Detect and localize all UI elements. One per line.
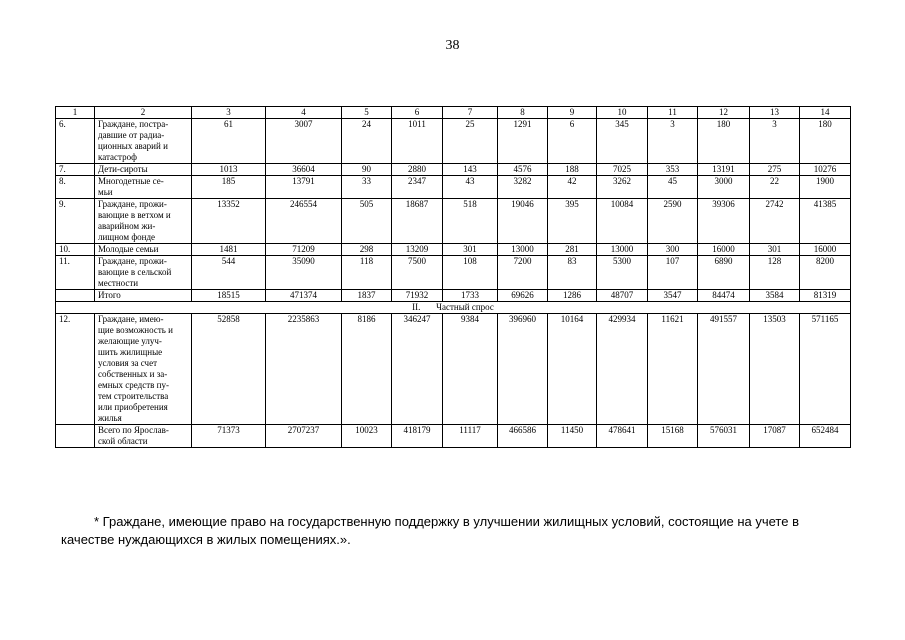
- value-cell: 1013: [192, 164, 266, 176]
- row-number: 12.: [56, 314, 95, 425]
- value-cell: 6890: [698, 256, 750, 290]
- value-cell: 2590: [648, 199, 698, 244]
- value-cell: 275: [750, 164, 800, 176]
- value-cell: 16000: [800, 244, 851, 256]
- header-cell: 11: [648, 107, 698, 119]
- value-cell: 491557: [698, 314, 750, 425]
- header-cell: 10: [597, 107, 648, 119]
- value-cell: 3282: [498, 176, 548, 199]
- value-cell: 19046: [498, 199, 548, 244]
- table-row: [56, 314, 851, 425]
- value-cell: 71932: [392, 290, 443, 302]
- value-cell: 11117: [443, 425, 498, 448]
- row-number: [56, 290, 95, 302]
- value-cell: 396960: [498, 314, 548, 425]
- value-cell: 7025: [597, 164, 648, 176]
- value-cell: 505: [342, 199, 392, 244]
- value-cell: 107: [648, 256, 698, 290]
- value-cell: 1291: [498, 119, 548, 164]
- table-row: [56, 176, 851, 199]
- value-cell: 22: [750, 176, 800, 199]
- table-row: [56, 119, 851, 164]
- value-cell: 35090: [266, 256, 342, 290]
- row-label: Молодые семьи: [95, 244, 192, 256]
- value-cell: 3: [750, 119, 800, 164]
- value-cell: 33: [342, 176, 392, 199]
- header-cell: 1: [56, 107, 95, 119]
- value-cell: 298: [342, 244, 392, 256]
- row-label: Всего по Ярослав- ской области: [95, 425, 192, 448]
- value-cell: 5300: [597, 256, 648, 290]
- value-cell: 418179: [392, 425, 443, 448]
- value-cell: 42: [548, 176, 597, 199]
- header-cell: 5: [342, 107, 392, 119]
- header-cell: 9: [548, 107, 597, 119]
- header-row: [56, 107, 851, 119]
- value-cell: 18515: [192, 290, 266, 302]
- value-cell: 13209: [392, 244, 443, 256]
- value-cell: 180: [800, 119, 851, 164]
- value-cell: 3007: [266, 119, 342, 164]
- value-cell: 43: [443, 176, 498, 199]
- value-cell: 1286: [548, 290, 597, 302]
- value-cell: 11450: [548, 425, 597, 448]
- value-cell: 71209: [266, 244, 342, 256]
- value-cell: 346247: [392, 314, 443, 425]
- data-table: [55, 106, 851, 448]
- table-row: [56, 256, 851, 290]
- header-cell: 6: [392, 107, 443, 119]
- value-cell: 61: [192, 119, 266, 164]
- header-cell: 8: [498, 107, 548, 119]
- value-cell: 3: [648, 119, 698, 164]
- value-cell: 571165: [800, 314, 851, 425]
- value-cell: 13000: [498, 244, 548, 256]
- header-cell: 14: [800, 107, 851, 119]
- value-cell: 3584: [750, 290, 800, 302]
- value-cell: 3547: [648, 290, 698, 302]
- value-cell: 3262: [597, 176, 648, 199]
- value-cell: 2707237: [266, 425, 342, 448]
- footnote: [61, 513, 851, 549]
- table-row: [56, 425, 851, 448]
- value-cell: 188: [548, 164, 597, 176]
- value-cell: 2742: [750, 199, 800, 244]
- value-cell: 544: [192, 256, 266, 290]
- value-cell: 18687: [392, 199, 443, 244]
- value-cell: 301: [443, 244, 498, 256]
- value-cell: 13352: [192, 199, 266, 244]
- table-row: [56, 244, 851, 256]
- value-cell: 395: [548, 199, 597, 244]
- value-cell: 180: [698, 119, 750, 164]
- section-label: II. Частный спрос: [56, 302, 851, 314]
- value-cell: 1011: [392, 119, 443, 164]
- value-cell: 3000: [698, 176, 750, 199]
- value-cell: 90: [342, 164, 392, 176]
- row-label: Граждане, прожи- вающие в ветхом и аварийном жи- лищном фонде: [95, 199, 192, 244]
- row-number: 11.: [56, 256, 95, 290]
- value-cell: 246554: [266, 199, 342, 244]
- value-cell: 83: [548, 256, 597, 290]
- value-cell: 4576: [498, 164, 548, 176]
- row-label: Итого: [95, 290, 192, 302]
- value-cell: 353: [648, 164, 698, 176]
- value-cell: 471374: [266, 290, 342, 302]
- value-cell: 300: [648, 244, 698, 256]
- value-cell: 81319: [800, 290, 851, 302]
- value-cell: 10276: [800, 164, 851, 176]
- value-cell: 118: [342, 256, 392, 290]
- value-cell: 128: [750, 256, 800, 290]
- page-number: 38: [445, 38, 460, 53]
- value-cell: 429934: [597, 314, 648, 425]
- value-cell: 301: [750, 244, 800, 256]
- value-cell: 8186: [342, 314, 392, 425]
- value-cell: 16000: [698, 244, 750, 256]
- row-number: 10.: [56, 244, 95, 256]
- header-cell: 7: [443, 107, 498, 119]
- value-cell: 52858: [192, 314, 266, 425]
- value-cell: 45: [648, 176, 698, 199]
- value-cell: 15168: [648, 425, 698, 448]
- value-cell: 576031: [698, 425, 750, 448]
- value-cell: 36604: [266, 164, 342, 176]
- value-cell: 13191: [698, 164, 750, 176]
- table-row: [56, 290, 851, 302]
- value-cell: 48707: [597, 290, 648, 302]
- header-cell: 3: [192, 107, 266, 119]
- value-cell: 1481: [192, 244, 266, 256]
- row-number: [56, 425, 95, 448]
- header-cell: 2: [95, 107, 192, 119]
- value-cell: 24: [342, 119, 392, 164]
- value-cell: 6: [548, 119, 597, 164]
- value-cell: 345: [597, 119, 648, 164]
- row-number: 9.: [56, 199, 95, 244]
- value-cell: 2880: [392, 164, 443, 176]
- value-cell: 466586: [498, 425, 548, 448]
- value-cell: 17087: [750, 425, 800, 448]
- value-cell: 39306: [698, 199, 750, 244]
- value-cell: 25: [443, 119, 498, 164]
- row-label: Граждане, имею- щие возможность и желающие улуч- шить жилищные условия за счет собственных и за- емных средств пу- тем строительства или приобретения жилья: [95, 314, 192, 425]
- value-cell: 41385: [800, 199, 851, 244]
- value-cell: 1733: [443, 290, 498, 302]
- row-label: Граждане, прожи- вающие в сельской местности: [95, 256, 192, 290]
- value-cell: 8200: [800, 256, 851, 290]
- value-cell: 518: [443, 199, 498, 244]
- value-cell: 478641: [597, 425, 648, 448]
- value-cell: 9384: [443, 314, 498, 425]
- value-cell: 2347: [392, 176, 443, 199]
- value-cell: 10164: [548, 314, 597, 425]
- value-cell: 84474: [698, 290, 750, 302]
- row-label: Граждане, постра- давшие от радиа- ционных аварий и катастроф: [95, 119, 192, 164]
- row-number: 6.: [56, 119, 95, 164]
- header-cell: 12: [698, 107, 750, 119]
- value-cell: 108: [443, 256, 498, 290]
- value-cell: 143: [443, 164, 498, 176]
- value-cell: 13000: [597, 244, 648, 256]
- section-row: [56, 302, 851, 314]
- value-cell: 1837: [342, 290, 392, 302]
- footnote-text: * Граждане, имеющие право на государственную поддержку в улучшении жилищных условий, состоящие на учете в качестве нуждающихся в жилых помещениях.».: [61, 514, 799, 547]
- value-cell: 7200: [498, 256, 548, 290]
- value-cell: 13791: [266, 176, 342, 199]
- value-cell: 13503: [750, 314, 800, 425]
- value-cell: 281: [548, 244, 597, 256]
- table-row: [56, 199, 851, 244]
- row-number: 8.: [56, 176, 95, 199]
- value-cell: 1900: [800, 176, 851, 199]
- value-cell: 652484: [800, 425, 851, 448]
- value-cell: 10023: [342, 425, 392, 448]
- value-cell: 2235863: [266, 314, 342, 425]
- value-cell: 11621: [648, 314, 698, 425]
- header-cell: 13: [750, 107, 800, 119]
- value-cell: 69626: [498, 290, 548, 302]
- value-cell: 71373: [192, 425, 266, 448]
- value-cell: 185: [192, 176, 266, 199]
- value-cell: 7500: [392, 256, 443, 290]
- row-number: 7.: [56, 164, 95, 176]
- row-label: Многодетные се- мьи: [95, 176, 192, 199]
- row-label: Дети-сироты: [95, 164, 192, 176]
- header-cell: 4: [266, 107, 342, 119]
- table-row: [56, 164, 851, 176]
- value-cell: 10084: [597, 199, 648, 244]
